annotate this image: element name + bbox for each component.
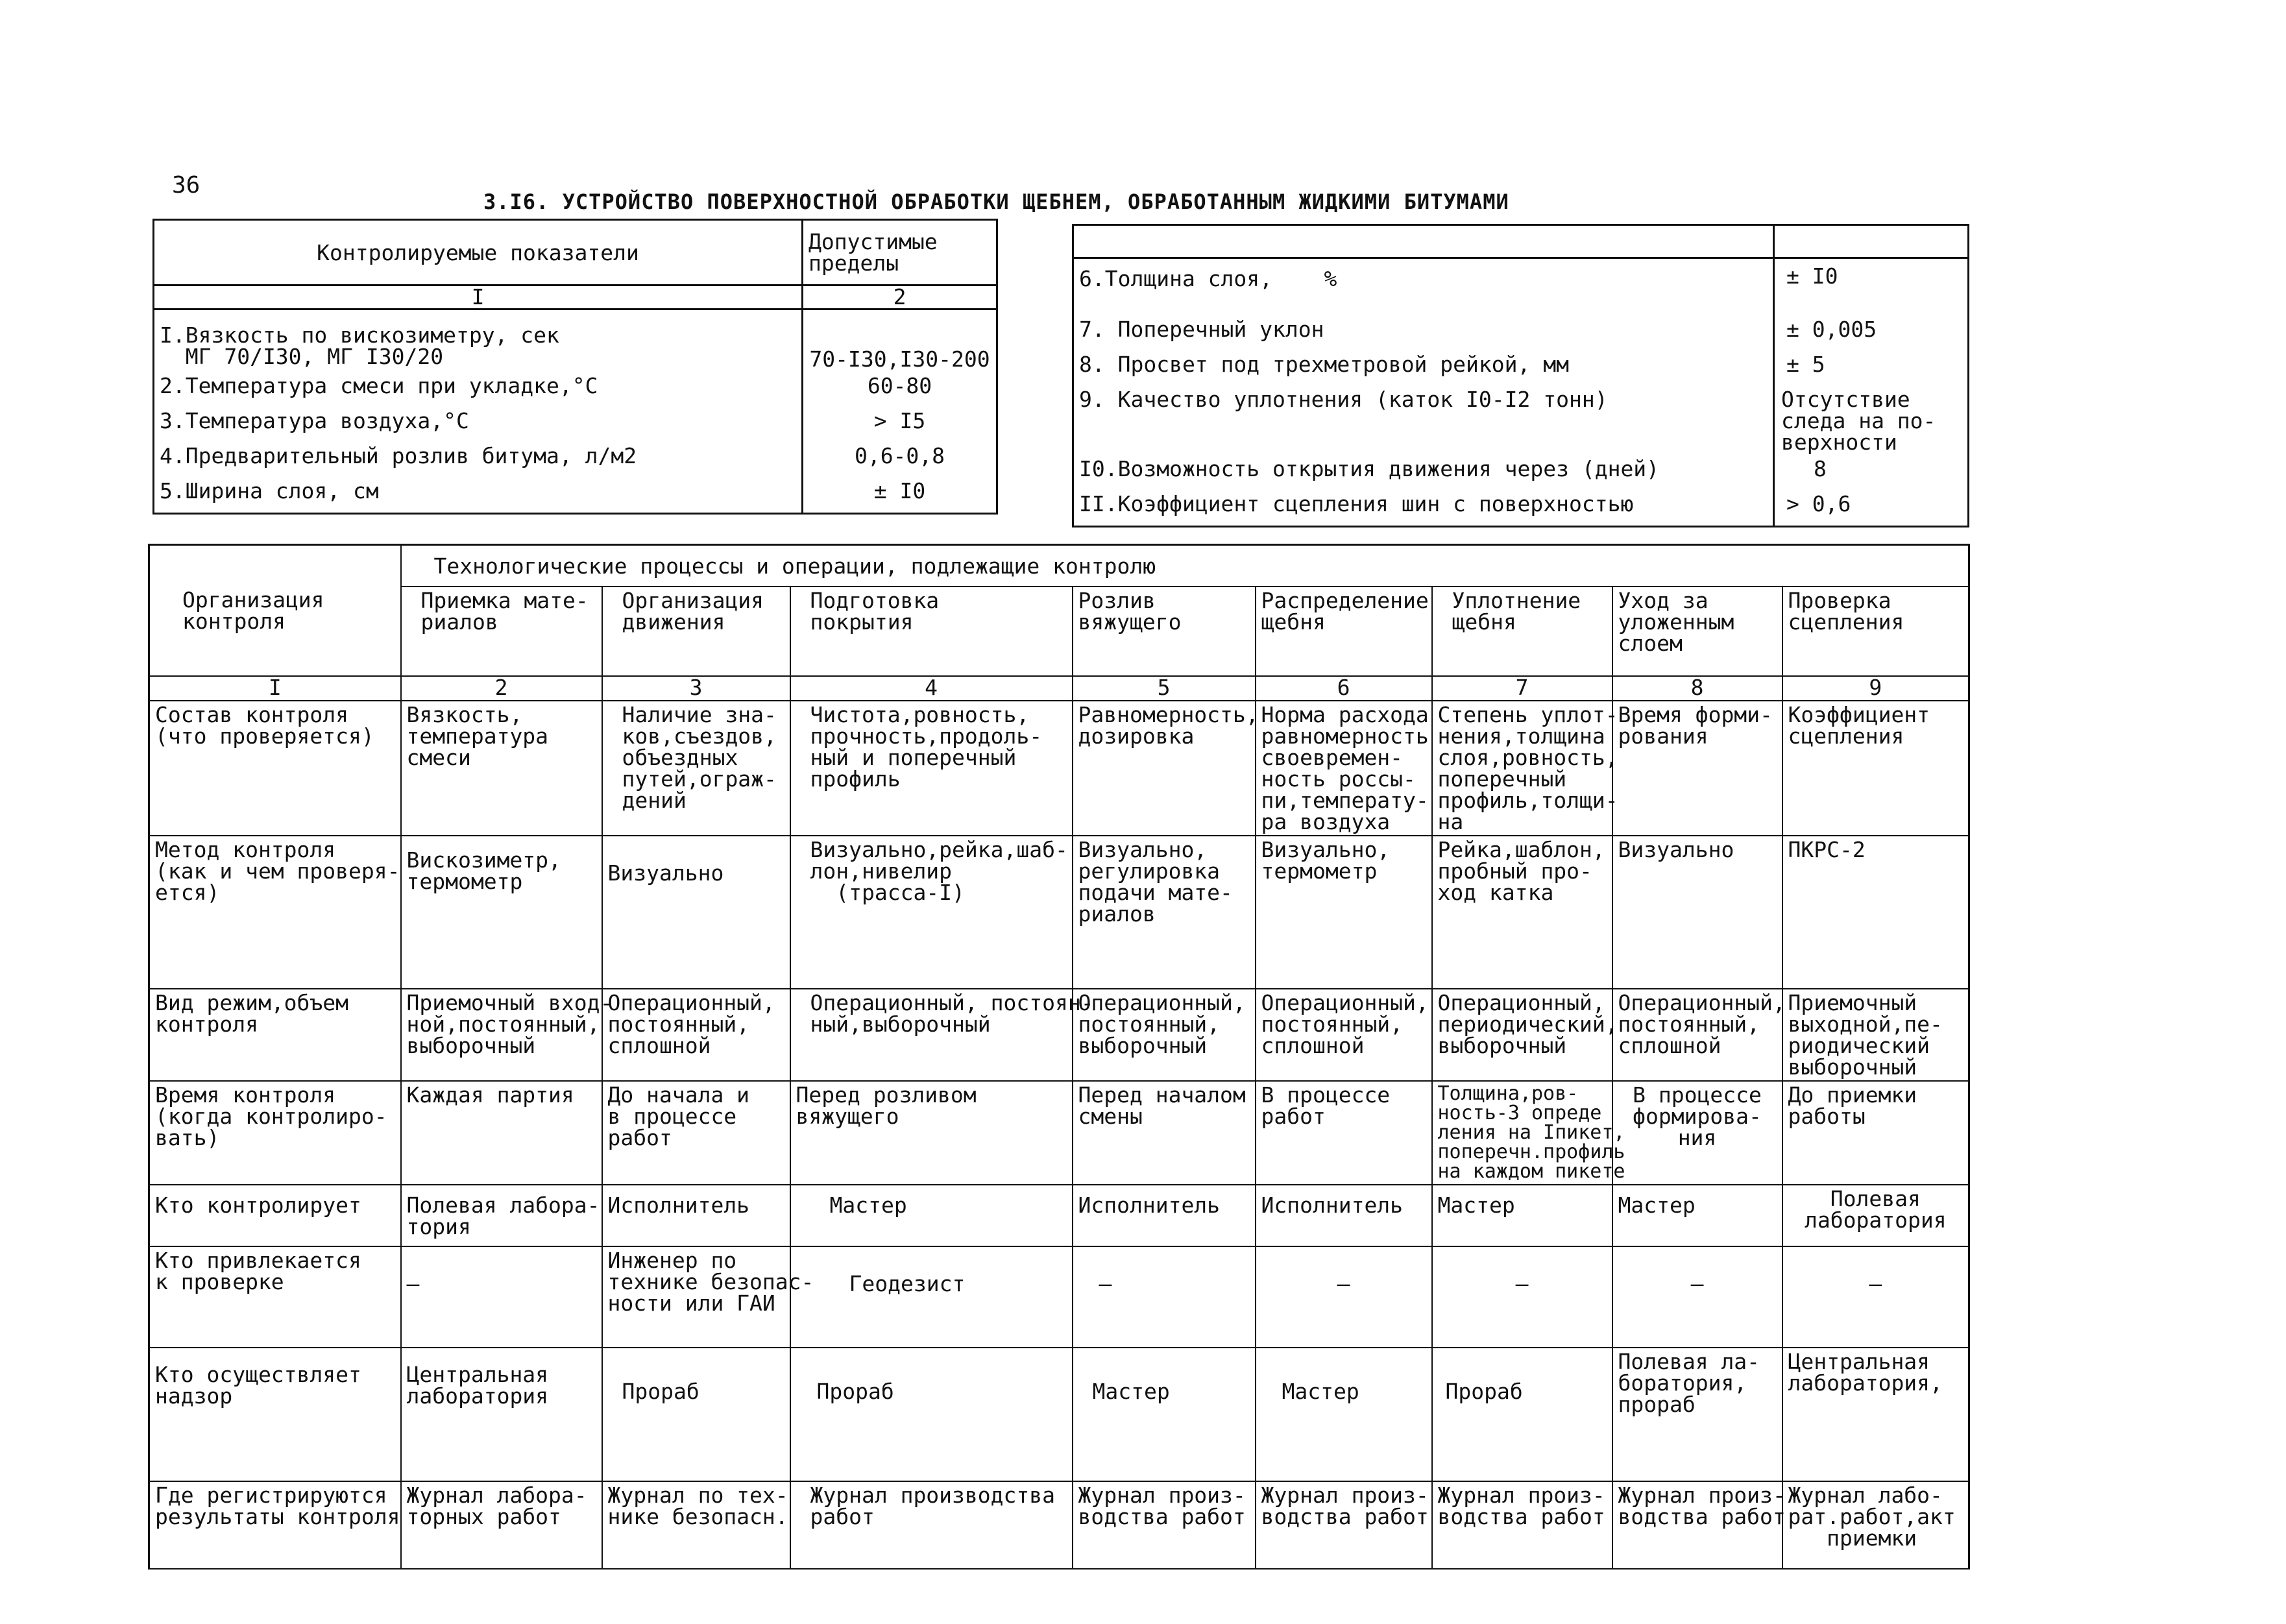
table-cell: ПКРС-2 (1782, 836, 1969, 989)
indicator-label: 6.Толщина слоя, % (1073, 258, 1774, 317)
table-cell: Приемочный выходной,пе- риодический выборочный (1782, 989, 1969, 1081)
table-cell: Исполнитель (1256, 1185, 1432, 1246)
table-cell: Журнал произ- водства работ (1432, 1481, 1612, 1569)
table-cell: Операционный, постоянный, выборочный (1073, 989, 1256, 1081)
table-cell: Чистота,ровность, прочность,продоль- ный и поперечный профиль (790, 701, 1073, 836)
table-cell: Геодезист (790, 1246, 1073, 1348)
column-header: Организация движения (602, 587, 790, 676)
column-number: 6 (1256, 676, 1432, 701)
indicator-label: I0.Возможность открытия движения через (дней) (1073, 455, 1774, 491)
table-cell: Журнал произ- водства работ (1073, 1481, 1256, 1569)
column-number: 7 (1432, 676, 1612, 701)
table-cell: В процессе работ (1256, 1081, 1432, 1185)
process-header: Технологические процессы и операции, подлежащие контролю (401, 545, 1969, 587)
indicator-label: II.Коэффициент сцепления шин с поверхностью (1073, 491, 1774, 527)
org-control-header: Организация контроля (149, 545, 401, 677)
column-header: Уход за уложенным слоем (1612, 587, 1782, 676)
table-cell: Журнал производства работ (790, 1481, 1073, 1569)
indicator-value: ± I0 (1774, 258, 1969, 317)
limits-table-left (152, 219, 998, 515)
table-cell: Визуально (1612, 836, 1782, 989)
indicator-value: 0,6-0,8 (803, 442, 997, 478)
table-cell: Журнал лабора- торных работ (401, 1481, 602, 1569)
column-number: I (149, 676, 401, 701)
column-header: Розлив вяжущего (1073, 587, 1256, 676)
column-number: 9 (1782, 676, 1969, 701)
table-cell: Коэффициент сцепления (1782, 701, 1969, 836)
table-cell: Визуально,рейка,шаб- лон,нивелир (трасса-I) (790, 836, 1073, 989)
header-allowed-limits: Допустимые пределы (803, 220, 997, 285)
indicator-value: 60-80 (803, 372, 997, 407)
row-label: Кто осуществляет надзор (149, 1348, 401, 1481)
table-cell: Время форми- рования (1612, 701, 1782, 836)
table-cell: До начала и в процессе работ (602, 1081, 790, 1185)
column-header: Приемка мате- риалов (401, 587, 602, 676)
table-cell: Инженер по технике безопас- ности или ГАИ (602, 1246, 790, 1348)
column-number: 3 (602, 676, 790, 701)
indicator-value: 70-I30,I30-200 (803, 309, 997, 373)
table-cell: Вискозиметр, термометр (401, 836, 602, 989)
table-cell: Приемочный вход- ной,постоянный, выборочный (401, 989, 602, 1081)
table-cell: Перед розливом вяжущего (790, 1081, 1073, 1185)
indicator-value: > 0,6 (1774, 491, 1969, 527)
row-label: Вид режим,объем контроля (149, 989, 401, 1081)
indicator-value: 8 (1774, 455, 1969, 491)
page-title: 3.I6. УСТРОЙСТВО ПОВЕРХНОСТНОЙ ОБРАБОТКИ ЩЕБНЕМ, ОБРАБОТАННЫМ ЖИДКИМИ БИТУМАМИ (483, 189, 1509, 214)
header-controlled-indicators: Контролируемые показатели (154, 220, 803, 285)
table-cell: Мастер (1432, 1185, 1612, 1246)
table-cell: Прораб (790, 1348, 1073, 1481)
table-cell: Мастер (1256, 1348, 1432, 1481)
indicator-value: ± 0,005 (1774, 316, 1969, 351)
table-cell: Журнал по тех- нике безопасн. (602, 1481, 790, 1569)
indicator-value: ± I0 (803, 478, 997, 514)
table-cell: Визуально (602, 836, 790, 989)
table-cell: Прораб (1432, 1348, 1612, 1481)
column-number: 2 (401, 676, 602, 701)
row-label: Метод контроля (как и чем проверя- ется) (149, 836, 401, 989)
table-cell: – (1256, 1246, 1432, 1348)
table-cell: Норма расхода равномерность своевремен- ность россы- пи,температу- ра воздуха (1256, 701, 1432, 836)
column-header: Распределение щебня (1256, 587, 1432, 676)
indicator-label: 3.Температура воздуха,°С (154, 407, 803, 442)
table-cell: Толщина,ров- ность-3 опреде ления на Iпикет, поперечн.профиль на каждом пикете (1432, 1081, 1612, 1185)
table-cell: Исполнитель (602, 1185, 790, 1246)
table-cell: Визуально, регулировка подачи мате- риалов (1073, 836, 1256, 989)
table-cell: Равномерность, дозировка (1073, 701, 1256, 836)
row-label: Кто привлекается к проверке (149, 1246, 401, 1348)
table-cell: Журнал лабо- рат.работ,акт приемки (1782, 1481, 1969, 1569)
table-cell: Центральная лаборатория, (1782, 1348, 1969, 1481)
column-number: I (154, 285, 803, 309)
table-cell: Операционный, периодический, выборочный (1432, 989, 1612, 1081)
page-number: 36 (172, 172, 201, 199)
indicator-label: 2.Температура смеси при укладке,°С (154, 372, 803, 407)
indicator-label: I.Вязкость по вискозиметру, сек МГ 70/I30, МГ I30/20 (154, 309, 803, 373)
table-cell: Мастер (790, 1185, 1073, 1246)
table-cell: Журнал произ- водства работ (1256, 1481, 1432, 1569)
table-cell: Рейка,шаблон, пробный про- ход катка (1432, 836, 1612, 989)
table-cell: Журнал произ- водства работ (1612, 1481, 1782, 1569)
table-cell: Центральная лаборатория (401, 1348, 602, 1481)
table-cell: Полевая лабора- тория (401, 1185, 602, 1246)
table-cell: Прораб (602, 1348, 790, 1481)
row-label: Где регистрируются результаты контроля (149, 1481, 401, 1569)
table-cell: Мастер (1612, 1185, 1782, 1246)
table-cell: До приемки работы (1782, 1081, 1969, 1185)
table-cell: Степень уплот- нения,толщина слоя,ровность, поперечный профиль,толщи- на (1432, 701, 1612, 836)
table-cell: Визуально, термометр (1256, 836, 1432, 989)
table-cell: Мастер (1073, 1348, 1256, 1481)
table-cell: Перед началом смены (1073, 1081, 1256, 1185)
header-empty (1073, 225, 1774, 258)
control-organization-table (148, 544, 1970, 1569)
table-cell: Полевая ла- боратория, прораб (1612, 1348, 1782, 1481)
indicator-label: 8. Просвет под трехметровой рейкой, мм (1073, 351, 1774, 386)
indicator-label: 4.Предварительный розлив битума, л/м2 (154, 442, 803, 478)
limits-table-right (1072, 224, 1969, 527)
table-cell: – (1073, 1246, 1256, 1348)
table-cell: – (401, 1246, 602, 1348)
column-header: Уплотнение щебня (1432, 587, 1612, 676)
table-cell: – (1782, 1246, 1969, 1348)
header-empty (1774, 225, 1969, 258)
indicator-label: 5.Ширина слоя, см (154, 478, 803, 514)
column-header: Подготовка покрытия (790, 587, 1073, 676)
table-cell: – (1612, 1246, 1782, 1348)
column-number: 4 (790, 676, 1073, 701)
column-header: Проверка сцепления (1782, 587, 1969, 676)
column-number: 2 (803, 285, 997, 309)
row-label: Кто контролирует (149, 1185, 401, 1246)
column-number: 8 (1612, 676, 1782, 701)
table-cell: Операционный, постоянный, сплошной (602, 989, 790, 1081)
indicator-value: ± 5 (1774, 351, 1969, 386)
row-label: Состав контроля (что проверяется) (149, 701, 401, 836)
table-cell: Операционный, постоянный, сплошной (1612, 989, 1782, 1081)
table-cell: Вязкость, температура смеси (401, 701, 602, 836)
table-cell: Операционный, постоянный, сплошной (1256, 989, 1432, 1081)
table-cell: В процессе формирова- ния (1612, 1081, 1782, 1185)
indicator-value: Отсутствие следа на по- верхности (1774, 386, 1969, 455)
table-cell: – (1432, 1246, 1612, 1348)
table-cell: Исполнитель (1073, 1185, 1256, 1246)
column-number: 5 (1073, 676, 1256, 701)
table-cell: Операционный, постоян- ный,выборочный (790, 989, 1073, 1081)
indicator-label: 9. Качество уплотнения (каток I0-I2 тонн) (1073, 386, 1774, 455)
table-cell: Каждая партия (401, 1081, 602, 1185)
table-cell: Полевая лаборатория (1782, 1185, 1969, 1246)
indicator-label: 7. Поперечный уклон (1073, 316, 1774, 351)
row-label: Время контроля (когда контролиро- вать) (149, 1081, 401, 1185)
table-cell: Наличие зна- ков,съездов, объездных путей,ограж- дений (602, 701, 790, 836)
indicator-value: > I5 (803, 407, 997, 442)
